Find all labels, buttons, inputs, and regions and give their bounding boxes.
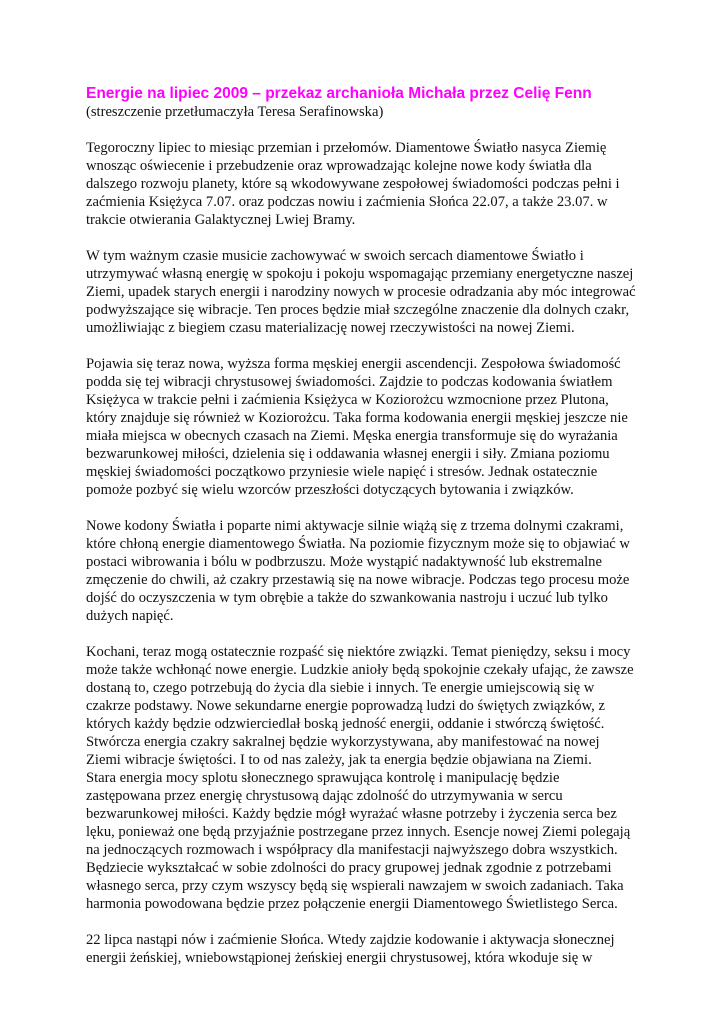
document-subtitle: (streszczenie przetłumaczyła Teresa Serafinowska) [86, 104, 384, 120]
paragraph-6 [86, 931, 638, 967]
text-line: podda się tej wibracji chrystusowej świadomości. Zajdzie to podczas kodowania światłem [86, 374, 613, 390]
text-line: Będziecie wykształcać w sobie zdolności do pracy grupowej jednak zgodnie z potrzebami [86, 860, 612, 876]
text-line: Stwórcza energia czakry sakralnej będzie wykorzystywana, aby manifestować na nowej [86, 734, 600, 750]
text-line: własnego serca, przy czym wszyscy będą się wspierali nawzajem w swoich zadaniach. Taka [86, 878, 624, 894]
text-line: dużych napięć. [86, 608, 174, 624]
text-line: dostaną to, czego potrzebują do życia dla siebie i innych. Te energie umiejscowią się w [86, 680, 595, 696]
text-line: W tym ważnym czasie musicie zachowywać w swoich sercach diamentowe Światło i [86, 248, 584, 264]
text-line: bezwarunkowej miłości, dzielenia się i oddawania własnej energii i siły. Zmiana poziomu [86, 446, 610, 462]
text-line: Ziemi wibracje świętości. I to od nas zależy, jak ta energia będzie objawiana na Ziemi. [86, 752, 592, 768]
text-line: czakrze podstawy. Nowe sekundarne energie poprowadzą ludzi do świętych związków, z [86, 698, 605, 714]
document-title: Energie na lipiec 2009 – przekaz archanioła Michała przez Celię Fenn [86, 85, 592, 102]
text-line: miała miejsca w obecnych czasach na Ziemi. Męska energia transformuje się do wyrażania [86, 428, 618, 444]
text-line: zmęczenie do chwili, aż czakry przestawią się na nowe wibracje. Podczas tego procesu może [86, 572, 630, 588]
text-line: których każdy będzie odzwierciedlał boską jedność energii, oddanie i stwórczą świętość. [86, 716, 605, 732]
text-line: Pojawia się teraz nowa, wyższa forma męskiej energii ascendencji. Zespołowa świadomość [86, 356, 621, 372]
paragraph-5 [86, 643, 638, 913]
text-line: lęku, ponieważ one będą przyjaźnie postrzegane przez innych. Esencje nowej Ziemi polegają [86, 824, 631, 840]
text-line: umożliwiając z biegiem czasu materializację nowej rzeczywistości na nowej Ziemi. [86, 320, 575, 336]
text-line: bezwarunkowej miłości. Każdy będzie mógł wyrażać własne potrzeby i życzenia serca bez [86, 806, 617, 822]
text-line: zastępowana przez energię chrystusową dając zdolność do utrzymywania w sercu [86, 788, 563, 804]
text-line: może także wchłonąć nowe energie. Ludzkie anioły będą spokojnie czekały ufając, że zawsze [86, 662, 634, 678]
text-line: podwyższające się wibracje. Ten proces będzie miał szczególne znaczenie dla dolnych czakr, [86, 302, 630, 318]
text-line: męskiej świadomości początkowo przyniesie wiele napięć i stresów. Jednak ostatecznie [86, 464, 598, 480]
text-line: Stara energia mocy splotu słonecznego sprawująca kontrolę i manipulację będzie [86, 770, 560, 786]
paragraph-2 [86, 247, 638, 337]
text-line: zaćmienia Księżyca 7.07. oraz podczas nowiu i zaćmienia Słońca 22.07, a także 23.07. w [86, 194, 608, 210]
text-line: trakcie otwierania Galaktycznej Lwiej Bramy. [86, 212, 356, 228]
paragraph-1 [86, 139, 638, 229]
text-line: które chłoną energie diamentowego Światła. Na poziomie fizycznym może się to objawiać w [86, 536, 630, 552]
text-line: pomoże pozbyć się wielu wzorców przeszłości dotyczących bytowania i związków. [86, 482, 574, 498]
text-line: Tegoroczny lipiec to miesiąc przemian i przełomów. Diamentowe Światło nasyca Ziemię [86, 140, 607, 156]
text-line: utrzymywać własną energię w spokoju i pokoju wspomagając przemiany energetyczne naszej [86, 266, 634, 282]
text-line: dojść do oczyszczenia w tym obrębie a także do szwankowania nastroju i uczuć lub tylko [86, 590, 608, 606]
text-line: harmonia powodowana będzie przez połączenie energii Diamentowego Świetlistego Serca. [86, 896, 618, 912]
text-line: Księżyca w trakcie pełni i zaćmienia Księżyca w Koziorożcu wzmocnione przez Plutona, [86, 392, 609, 408]
text-line: postaci wibrowania i bólu w podbrzuszu. Może wystąpić nadaktywność lub ekstremalne [86, 554, 602, 570]
text-line: energii żeńskiej, wniebowstąpionej żeńskiej energii chrystusowej, która wkoduje się w [86, 950, 593, 966]
text-line: Nowe kodony Światła i poparte nimi aktywacje silnie wiążą się z trzema dolnymi czakrami, [86, 518, 624, 534]
document-body [86, 85, 638, 967]
text-line: 22 lipca nastąpi nów i zaćmienie Słońca. Wtedy zajdzie kodowanie i aktywacja słonecznej [86, 932, 615, 948]
text-line: który znajduje się również w Koziorożcu. Taka forma kodowania energii męskiej jeszcze nie [86, 410, 628, 426]
text-line: dalszego rozwoju planety, które są wkodowywane zespołowej świadomości podczas pełni i [86, 176, 620, 192]
text-line: Ziemi, upadek starych energii i narodziny nowych w procesie odradzania aby móc integrować [86, 284, 636, 300]
text-line: na jednoczących rozmowach i współpracy dla manifestacji najwyższego dobra wszystkich. [86, 842, 618, 858]
paragraph-4 [86, 517, 638, 625]
text-line: Kochani, teraz mogą ostatecznie rozpaść się niektóre związki. Temat pieniędzy, seksu i mocy [86, 644, 631, 660]
paragraph-3 [86, 355, 638, 499]
text-line: wnosząc oświecenie i przebudzenie oraz wprowadzając kolejne nowe kody światła dla [86, 158, 592, 174]
